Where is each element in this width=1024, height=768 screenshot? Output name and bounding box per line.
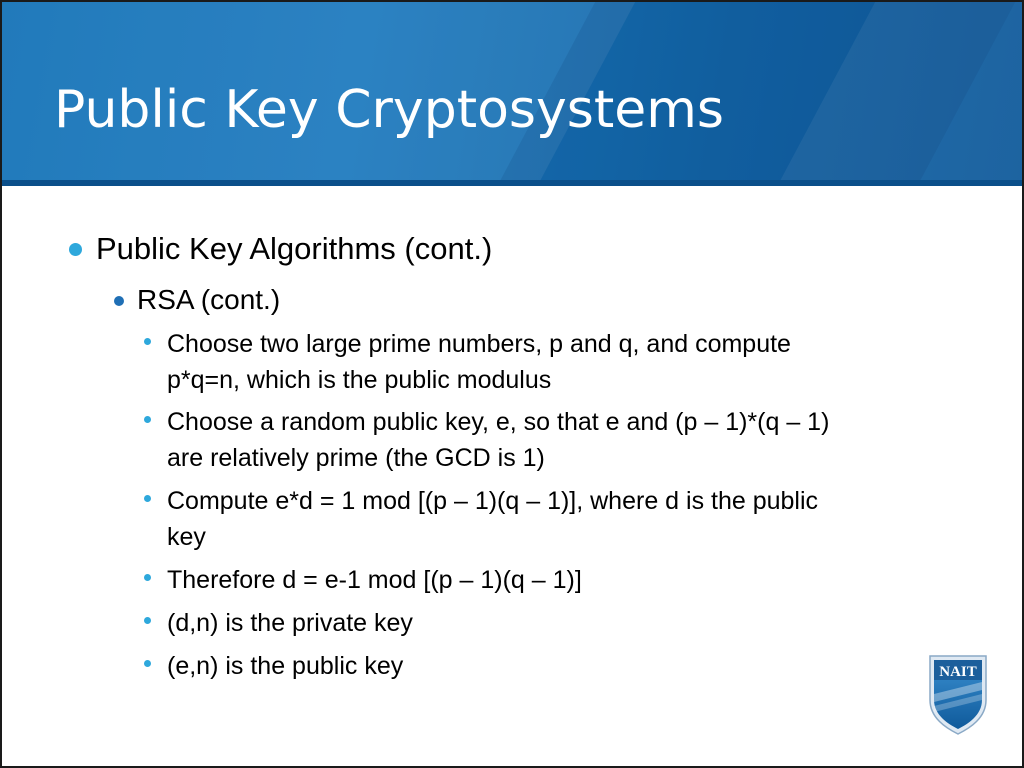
bullet-public-key-algorithms <box>96 231 492 267</box>
bullet-text: RSA (cont.) <box>137 284 281 315</box>
bullet-dot-icon <box>69 243 82 256</box>
bullet-line: are relatively prime (the GCD is 1) <box>167 444 545 472</box>
bullet-compute-d <box>167 483 967 555</box>
bullet-private-key <box>167 605 967 641</box>
bullet-rsa <box>137 284 280 316</box>
bullet-line: p*q=n, which is the public modulus <box>167 366 552 394</box>
nait-logo-icon <box>926 654 990 736</box>
bullet-line: Choose two large prime numbers, p and q, and compute <box>167 330 791 358</box>
bullet-dot-icon <box>144 416 151 423</box>
bullet-line: Choose a random public key, e, so that e and (p – 1)*(q – 1) <box>167 408 830 436</box>
bullet-line: key <box>167 523 206 551</box>
bullet-dot-icon <box>144 338 151 345</box>
logo-text: NAIT <box>939 664 977 680</box>
bullet-choose-primes <box>167 326 967 398</box>
bullet-line: Therefore d = e-1 mod [(p – 1)(q – 1)] <box>167 566 582 594</box>
bullet-dot-icon <box>144 617 151 624</box>
bullet-public-key <box>167 648 967 684</box>
slide-title: Public Key Cryptosystems <box>54 80 724 140</box>
bullet-line: Compute e*d = 1 mod [(p – 1)(q – 1)], where d is the public <box>167 487 819 515</box>
bullet-dot-icon <box>144 660 151 667</box>
bullet-therefore <box>167 562 967 598</box>
bullet-dot-icon <box>114 296 124 306</box>
bullet-dot-icon <box>144 574 151 581</box>
slide-content <box>2 2 1024 768</box>
bullet-line: (e,n) is the public key <box>167 652 404 680</box>
bullet-line: (d,n) is the private key <box>167 609 413 637</box>
bullet-dot-icon <box>144 495 151 502</box>
bullet-choose-public-key <box>167 404 967 476</box>
bullet-text: Public Key Algorithms (cont.) <box>96 231 493 266</box>
